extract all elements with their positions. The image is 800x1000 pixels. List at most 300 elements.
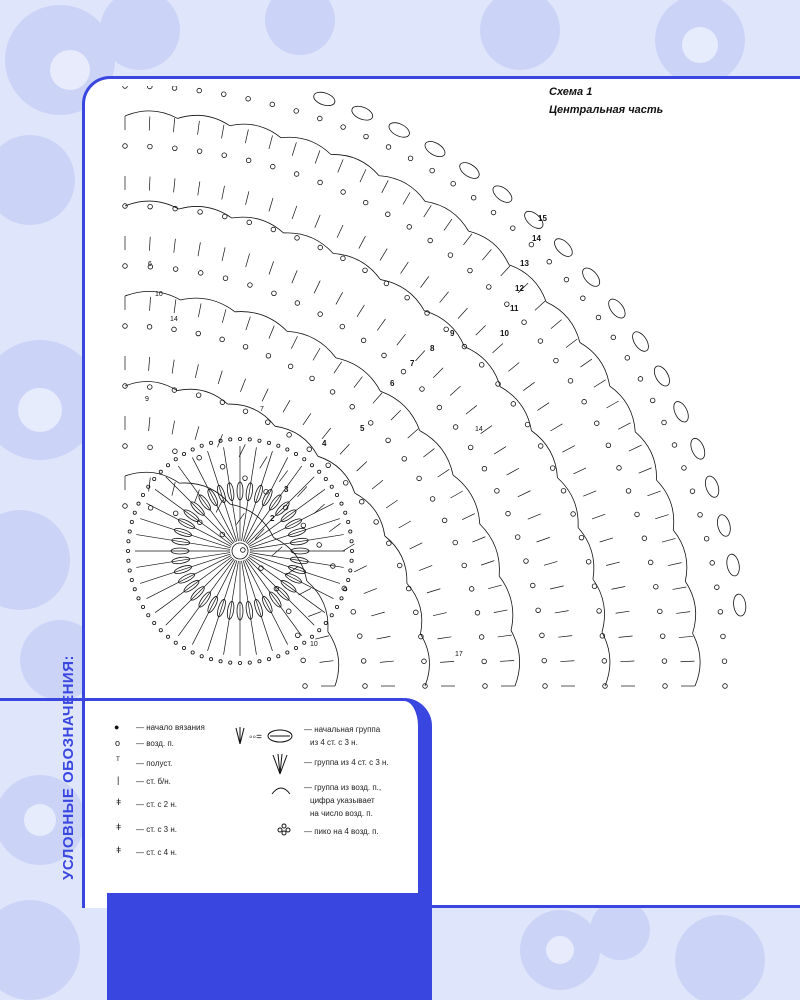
- chain-stitch: [722, 659, 727, 664]
- row-number-label: 6: [390, 379, 395, 388]
- chain-stitch: [130, 520, 133, 523]
- chain-stitch: [258, 439, 261, 442]
- chain-stitch: [564, 277, 569, 282]
- stitch-spoke: [155, 489, 232, 545]
- chain-stitch: [571, 512, 576, 517]
- chain-arc: [635, 432, 656, 480]
- chain-arc: [673, 530, 687, 581]
- chain-arc: [230, 504, 273, 537]
- single-crochet-icon: |: [117, 775, 120, 785]
- stitch-post: [673, 587, 687, 589]
- chain-stitch: [243, 344, 248, 349]
- leaf-motif: [703, 474, 721, 499]
- stitch-spoke: [166, 558, 233, 625]
- stitch-post: [246, 191, 249, 205]
- chain-stitch: [238, 661, 241, 664]
- chain-stitch: [430, 168, 435, 173]
- stitch-post: [476, 325, 486, 335]
- chain-stitch: [428, 238, 433, 243]
- chain-stitch: [402, 457, 407, 462]
- stitch-spoke: [136, 553, 230, 568]
- chain-stitch: [294, 109, 299, 114]
- chain-stitch: [350, 404, 355, 409]
- chain-stitch: [159, 629, 162, 632]
- stitch-spoke: [248, 557, 325, 613]
- chain-stitch: [658, 609, 663, 614]
- stitch-post: [222, 247, 225, 261]
- stitch-post: [308, 612, 321, 617]
- stitch-post: [291, 336, 297, 349]
- chain-arc: [685, 581, 695, 633]
- chain-stitch: [265, 420, 270, 425]
- leaf-motif: [312, 90, 337, 108]
- chain-stitch: [361, 659, 366, 664]
- chain-stitch: [270, 102, 275, 107]
- stitch-post: [551, 320, 562, 329]
- legend-item: — возд. п.: [136, 739, 174, 748]
- stitch-post: [408, 429, 419, 438]
- row-number-label: 2: [270, 514, 275, 523]
- chain-stitch: [538, 444, 543, 449]
- arc-count-label: 10: [155, 291, 163, 298]
- stitch-post: [322, 428, 331, 439]
- chain-arc: [499, 576, 513, 630]
- leaf-motif: [605, 296, 628, 321]
- stitch-post: [262, 389, 268, 402]
- stitch-post: [397, 334, 406, 345]
- stitch-post: [222, 309, 226, 323]
- svg-text:◦◦=: ◦◦=: [249, 732, 262, 743]
- chain-stitch: [550, 466, 555, 471]
- chain-stitch: [294, 172, 299, 177]
- chain-stitch: [294, 452, 297, 455]
- stitch-post: [292, 270, 297, 283]
- chain-stitch: [246, 158, 251, 163]
- chain-stitch: [197, 455, 202, 460]
- arc-count-label: 9: [145, 396, 149, 403]
- stitch-post: [382, 180, 388, 192]
- chain-arc: [453, 475, 480, 524]
- stitch-spoke: [247, 477, 314, 544]
- stitch-post: [246, 254, 250, 267]
- chain-stitch: [286, 609, 291, 614]
- row-number-label: 11: [510, 304, 519, 313]
- chain-stitch: [174, 458, 177, 461]
- stitch-post: [403, 192, 410, 204]
- chain-stitch: [317, 543, 322, 548]
- stitch-post: [424, 205, 432, 217]
- chain-stitch: [238, 437, 241, 440]
- legend-item: цифра указывает: [310, 796, 375, 805]
- stitch-post: [498, 635, 512, 637]
- stitch-post: [433, 613, 447, 616]
- chain-stitch: [654, 584, 659, 589]
- legend-title: УСЛОВНЫЕ ОБОЗНАЧЕНИЯ:: [60, 655, 77, 880]
- chain-stitch: [147, 614, 150, 617]
- chain-stitch: [318, 629, 321, 632]
- stitch-post: [359, 236, 366, 248]
- stitch-post: [620, 661, 634, 662]
- stitch-post: [544, 561, 557, 565]
- chain-stitch: [506, 511, 511, 516]
- stitch-spoke: [178, 466, 234, 543]
- stitch-post: [195, 364, 198, 378]
- stitch-post: [150, 297, 151, 311]
- chain-stitch: [349, 530, 352, 533]
- stitch-post: [550, 424, 562, 431]
- stitch-post: [494, 610, 508, 613]
- chain-stitch: [295, 301, 300, 306]
- chain-stitch: [422, 659, 427, 664]
- chain-stitch: [271, 227, 276, 232]
- chain-stitch: [166, 635, 169, 638]
- leaf-motif: [629, 329, 651, 354]
- stitch-post: [560, 661, 574, 662]
- stitch-post: [528, 514, 541, 519]
- stitch-post: [292, 142, 296, 155]
- stitch-post: [334, 362, 342, 374]
- chain-stitch: [197, 149, 202, 154]
- quad-treble-icon: ǂ: [116, 845, 122, 855]
- stitch-post: [462, 514, 475, 520]
- stitch-post: [377, 636, 391, 639]
- chain-stitch: [159, 470, 162, 473]
- legend-item: — начало вязания: [136, 723, 205, 732]
- chain-arc: [181, 298, 235, 312]
- chain-arc: [228, 404, 275, 426]
- chain-stitch: [318, 116, 323, 121]
- chain-stitch: [335, 493, 338, 496]
- row-number-label: 4: [322, 439, 327, 448]
- stitch-post: [537, 537, 550, 542]
- chain-stitch: [469, 587, 474, 592]
- chain-arc: [531, 431, 557, 478]
- chain-stitch: [442, 518, 447, 523]
- chain-stitch: [127, 559, 130, 562]
- stitch-post: [380, 249, 387, 261]
- stitch-spoke: [246, 559, 302, 636]
- starting-group-icon: [232, 724, 296, 748]
- chain-stitch: [174, 641, 177, 644]
- chain-stitch: [638, 377, 643, 382]
- stitch-post: [149, 237, 150, 251]
- chain-stitch: [597, 609, 602, 614]
- chain-stitch: [133, 588, 136, 591]
- stitch-post: [662, 538, 676, 542]
- chain-stitch: [123, 504, 128, 509]
- chain-stitch: [200, 444, 203, 447]
- chain-stitch: [561, 488, 566, 493]
- chain-stitch: [295, 236, 300, 241]
- chain-stitch: [128, 569, 131, 572]
- stitch-post: [315, 215, 320, 228]
- stitch-post: [303, 413, 311, 425]
- row-number-label: 8: [430, 344, 435, 353]
- chain-stitch: [200, 655, 203, 658]
- chain-stitch: [341, 190, 346, 195]
- stitch-post: [508, 362, 519, 371]
- chain-arc: [380, 280, 424, 311]
- stitch-post: [550, 586, 564, 589]
- chain-stitch: [698, 512, 703, 517]
- chain-stitch: [486, 285, 491, 290]
- stitch-post: [198, 303, 201, 317]
- chain-stitch: [173, 146, 178, 151]
- chain-stitch: [341, 256, 346, 261]
- chain-stitch: [222, 153, 227, 158]
- chain-arc: [331, 154, 379, 175]
- stitch-post: [260, 456, 267, 468]
- chain-stitch: [721, 634, 726, 639]
- stitch-post: [680, 661, 694, 662]
- scheme-subtitle: Центральная часть: [549, 104, 664, 116]
- chain-stitch: [335, 605, 338, 608]
- chain-stitch: [482, 466, 487, 471]
- stitch-post: [583, 491, 596, 496]
- stitch-post: [558, 636, 572, 638]
- chain-stitch: [243, 409, 248, 414]
- chain-stitch: [417, 476, 422, 481]
- chain-stitch: [635, 512, 640, 517]
- stitch-post: [357, 305, 364, 317]
- chain-stitch-icon: o: [115, 738, 121, 748]
- chain-arc: [178, 115, 230, 125]
- leaf-motif: [651, 363, 672, 388]
- chain-stitch: [606, 443, 611, 448]
- chain-stitch: [137, 597, 140, 600]
- stitch-post: [174, 239, 176, 253]
- stitch-post: [440, 661, 454, 662]
- chain-stitch: [363, 268, 368, 273]
- stitch-post: [222, 186, 225, 200]
- stitch-post: [338, 159, 343, 172]
- stitch-post: [240, 379, 245, 392]
- chain-arc: [693, 633, 701, 686]
- chain-stitch: [530, 583, 535, 588]
- chain-stitch: [166, 464, 169, 467]
- chain-stitch: [127, 540, 130, 543]
- chain-stitch: [220, 464, 225, 469]
- stitch-spoke: [242, 447, 257, 541]
- chain-stitch: [357, 634, 362, 639]
- chain-stitch: [330, 614, 333, 617]
- chain-stitch: [286, 651, 289, 654]
- stitch-spoke: [246, 466, 302, 543]
- chain-stitch: [491, 210, 496, 215]
- stitch-post: [440, 292, 449, 303]
- chain-arc: [500, 387, 531, 431]
- chain-stitch: [453, 425, 458, 430]
- chain-stitch: [361, 338, 366, 343]
- chain-stitch: [387, 541, 392, 546]
- chain-stitch: [543, 684, 548, 689]
- stitch-post: [386, 500, 398, 508]
- chain-stitch: [197, 88, 202, 93]
- leaf-motif: [551, 236, 575, 260]
- chain-stitch: [172, 86, 177, 90]
- triple-treble-icon: ǂ: [116, 822, 122, 832]
- bottom-rule: [430, 905, 800, 908]
- chain-stitch: [430, 497, 435, 502]
- chain-stitch: [368, 421, 373, 426]
- stitch-post: [172, 360, 174, 374]
- stitch-spoke: [242, 561, 257, 655]
- leaf-motif: [579, 265, 603, 289]
- stitch-post: [372, 480, 383, 489]
- chain-stitch: [182, 646, 185, 649]
- legend-item: — пико на 4 возд. п.: [304, 827, 379, 836]
- chain-stitch: [408, 156, 413, 161]
- chain-stitch: [153, 621, 156, 624]
- chain-stitch: [324, 477, 327, 480]
- arc-count-label: 14: [475, 426, 483, 433]
- chain-stitch: [347, 520, 350, 523]
- chain-stitch: [123, 324, 128, 329]
- stitch-post: [555, 611, 569, 613]
- crochet-diagram: [100, 86, 750, 696]
- chain-stitch: [690, 489, 695, 494]
- leaf-motif: [725, 553, 741, 577]
- chain-stitch: [123, 264, 128, 269]
- stitch-spoke: [250, 535, 344, 550]
- chain-stitch: [475, 610, 480, 615]
- chain-stitch: [148, 445, 153, 450]
- chain-stitch: [407, 225, 412, 230]
- stitch-post: [269, 261, 274, 274]
- chain-stitch: [301, 658, 306, 663]
- row-number-label: 13: [520, 259, 529, 268]
- stitch-post: [315, 636, 329, 639]
- leaf-motif: [350, 103, 375, 123]
- chain-stitch: [540, 633, 545, 638]
- chain-stitch: [258, 660, 261, 663]
- stitch-post: [337, 225, 343, 238]
- chain-stitch: [173, 267, 178, 272]
- legend-item: — группа из возд. п.,: [304, 783, 382, 792]
- stitch-post: [518, 491, 531, 497]
- stitch-spoke: [250, 553, 344, 568]
- chain-stitch: [385, 212, 390, 217]
- chain-stitch: [229, 438, 232, 441]
- chain-stitch: [303, 684, 308, 689]
- chain-arc: [275, 426, 318, 456]
- cluster-group-icon: [268, 752, 292, 776]
- stitch-spoke: [178, 559, 234, 636]
- stitch-post: [594, 380, 606, 388]
- chain-stitch: [267, 658, 270, 661]
- stitch-post: [482, 249, 491, 260]
- stitch-post: [535, 301, 545, 310]
- stitch-post: [494, 447, 506, 454]
- row-number-label: 3: [284, 485, 289, 494]
- chain-arc: [355, 493, 385, 536]
- stitch-post: [354, 377, 363, 388]
- chain-stitch: [479, 635, 484, 640]
- chain-stitch: [453, 540, 458, 545]
- chain-stitch: [126, 549, 129, 552]
- chain-stitch: [318, 312, 323, 317]
- chain-arc: [657, 480, 674, 530]
- chain-stitch: [382, 353, 387, 358]
- stitch-post: [427, 589, 440, 593]
- stitch-post: [299, 588, 311, 595]
- slip-stitch-icon: ᵀ: [116, 755, 120, 765]
- leaf-motif: [732, 593, 747, 616]
- stitch-post: [419, 565, 432, 570]
- chain-stitch: [266, 354, 271, 359]
- chain-stitch: [510, 226, 515, 231]
- chain-arc: [420, 431, 453, 476]
- row-number-label: 14: [532, 234, 541, 243]
- chain-stitch: [318, 180, 323, 185]
- stitch-post: [438, 469, 450, 477]
- chain-stitch: [650, 398, 655, 403]
- chain-stitch: [248, 438, 251, 441]
- chain-stitch: [471, 195, 476, 200]
- scheme-title: Схема 1: [549, 86, 593, 98]
- chain-arc: [284, 233, 334, 254]
- chain-stitch: [359, 499, 364, 504]
- leaf-motif: [715, 513, 732, 537]
- stitch-post: [364, 588, 377, 593]
- chain-stitch: [579, 535, 584, 540]
- chain-stitch: [682, 466, 687, 471]
- row-number-label: 10: [500, 329, 509, 338]
- chain-stitch: [594, 421, 599, 426]
- stitch-post: [472, 537, 485, 542]
- chain-stitch: [196, 393, 201, 398]
- chain-stitch: [582, 399, 587, 404]
- chain-stitch: [148, 204, 153, 209]
- stitch-post: [451, 491, 463, 498]
- chain-stitch: [642, 536, 647, 541]
- leaf-motif: [457, 159, 482, 181]
- chain-stitch: [660, 634, 665, 639]
- legend-item: — ст. с 4 н.: [136, 848, 177, 857]
- stitch-post: [611, 587, 625, 590]
- chain-stitch: [147, 86, 152, 89]
- chain-stitch: [581, 296, 586, 301]
- chain-stitch: [625, 356, 630, 361]
- chain-stitch: [310, 376, 315, 381]
- chain-stitch: [198, 271, 203, 276]
- chain-stitch: [267, 441, 270, 444]
- chain-stitch: [363, 684, 368, 689]
- chain-stitch: [482, 659, 487, 664]
- chain-stitch: [173, 449, 178, 454]
- stitch-post: [458, 308, 467, 318]
- stitch-post: [679, 636, 693, 637]
- stitch-post: [292, 206, 297, 219]
- stitch-post: [336, 292, 343, 304]
- stitch-post: [320, 661, 334, 663]
- stitch-post: [377, 319, 385, 330]
- stitch-post: [149, 117, 150, 131]
- chain-stitch: [586, 559, 591, 564]
- chain-arc: [379, 176, 425, 202]
- chain-stitch: [386, 145, 391, 150]
- stitch-post: [647, 491, 660, 496]
- chain-stitch: [241, 548, 246, 553]
- chain-arc: [333, 254, 380, 280]
- leaf-motif: [422, 138, 447, 159]
- chain-stitch: [437, 405, 442, 410]
- chain-stitch: [414, 610, 419, 615]
- stitch-spoke: [224, 561, 239, 655]
- chain-stitch: [350, 540, 353, 543]
- chain-stitch: [221, 92, 226, 97]
- chain-stitch: [602, 659, 607, 664]
